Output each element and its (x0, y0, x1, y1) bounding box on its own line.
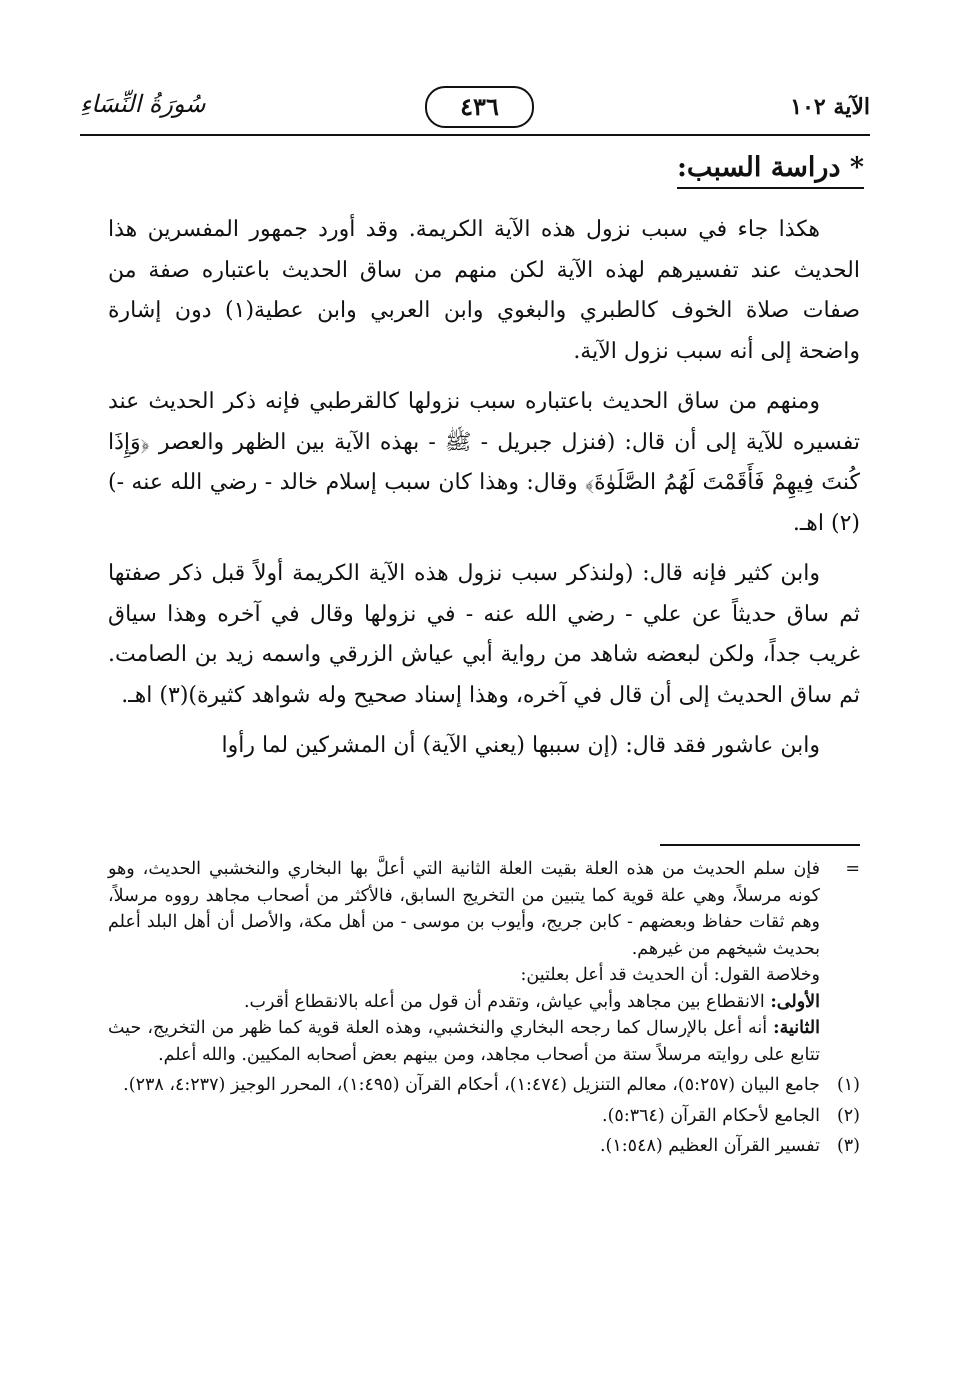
footnote-number: (١) (836, 1075, 860, 1095)
first-text: الانقطاع بين مجاهد وأبي عياش، وتقدم أن قول من أعله بالانقطاع أقرب. (243, 991, 765, 1012)
second-text: أنه أعل بالإرسال كما رجحه البخاري والنخشبي، وهذه العلة قوية كما ظهر من التخريج، حيث تتابع على روايته مرسلاً ستة من أصحاب مجاهد، ومن بينهم بعض أصحابه المكيين. والله أعلم. (108, 1018, 820, 1065)
footnote-continuation (108, 856, 860, 962)
footnotes (108, 856, 860, 1160)
section-heading: * دراسة السبب: (677, 152, 864, 189)
main-text (108, 210, 860, 777)
paragraph: وابن عاشور فقد قال: (إن سببها (يعني الآية) أن المشركين لما رأوا (221, 733, 820, 758)
footnote-separator (660, 844, 860, 846)
footnote-text: جامع البيان (٥:٢٥٧)، معالم التنزيل (١:٤٧٤)، أحكام القرآن (١:٤٩٥)، المحرر الوجيز (٤:٢٣٧، ٢٣٨). (123, 1075, 820, 1095)
footnote-item (108, 1133, 860, 1160)
paragraph: وابن كثير فإنه قال: (ولنذكر سبب نزول هذه الآية الكريمة أولاً قبل ذكر صفتها ثم ساق حديثاً عن علي - رضي الله عنه - في نزولها وقال في آخره وهذا سياق غريب جداً، ولكن لبعضه شاهد من رواية أبي عياش الزرقي واسمه زيد بن الصامت. ثم ساق الحديث إلى أن قال في آخره، وهذا إسناد صحيح وله شواهد كثيرة)(٣) اهـ. (108, 561, 860, 708)
header-rule (80, 134, 870, 136)
paragraph: هكذا جاء في سبب نزول هذه الآية الكريمة. وقد أورد جمهور المفسرين هذا الحديث عند تفسيرهم لهذه الآية لكن منهم من ساق الحديث باعتباره صفة من صفات صلاة الخوف كالطبري والبغوي وابن العربي وابن عطية(١) دون إشارة واضحة إلى أنه سبب نزول الآية. (108, 217, 860, 364)
footnote-item (108, 1072, 860, 1099)
verse-reference: الآية ١٠٢ (790, 94, 870, 120)
footnote-summary: وخلاصة القول: أن الحديث قد أعل بعلتين: (520, 965, 820, 985)
footnote-text: فإن سلم الحديث من هذه العلة بقيت العلة الثانية التي أعلَّ بها البخاري والنخشبي الحديث، وهو كونه مرسلاً، وهي علة قوية كما يتبين من التخريج السابق، فالأكثر من أصحاب مجاهد رووه مرسلاً، وهم ثقات حفاظ وبعضهم - كابن جريج، وأيوب بن موسى - من أهل مكة، والأصل أن أهل البلد أعلم بحديث شيخهم من غيرهم. (108, 859, 820, 959)
continuation-marker: = (845, 859, 860, 879)
footnote-text: تفسير القرآن العظيم (١:٥٤٨). (599, 1136, 820, 1156)
second-label: الثانية: (773, 1018, 820, 1038)
footnote-number: (٢) (836, 1105, 860, 1126)
footnote-second-reason (108, 1015, 860, 1068)
footnote-number: (٣) (836, 1136, 860, 1156)
page-header (80, 86, 870, 136)
footnote-item (108, 1103, 860, 1130)
page-number: ٤٣٦ (425, 86, 534, 128)
first-label: الأولى: (770, 991, 820, 1012)
surah-name: سُورَةُ النِّسَاءِ (80, 90, 206, 118)
paragraph: ومنهم من ساق الحديث باعتباره سبب نزولها كالقرطبي فإنه ذكر الحديث عند تفسيره للآية إلى أن قال: (فنزل جبريل - ﷺ - بهذه الآية بين الظهر والعصر ﴿وَإِذَا كُنتَ فِيهِمْ فَأَقَمْتَ لَهُمُ الصَّلَوٰةَ﴾ وقال: وهذا كان سبب إسلام خالد - رضي الله عنه -)(٢) اهـ. (108, 389, 860, 536)
footnote-text: الجامع لأحكام القرآن (٥:٣٦٤). (602, 1105, 820, 1126)
footnote-first-reason (108, 989, 860, 1016)
